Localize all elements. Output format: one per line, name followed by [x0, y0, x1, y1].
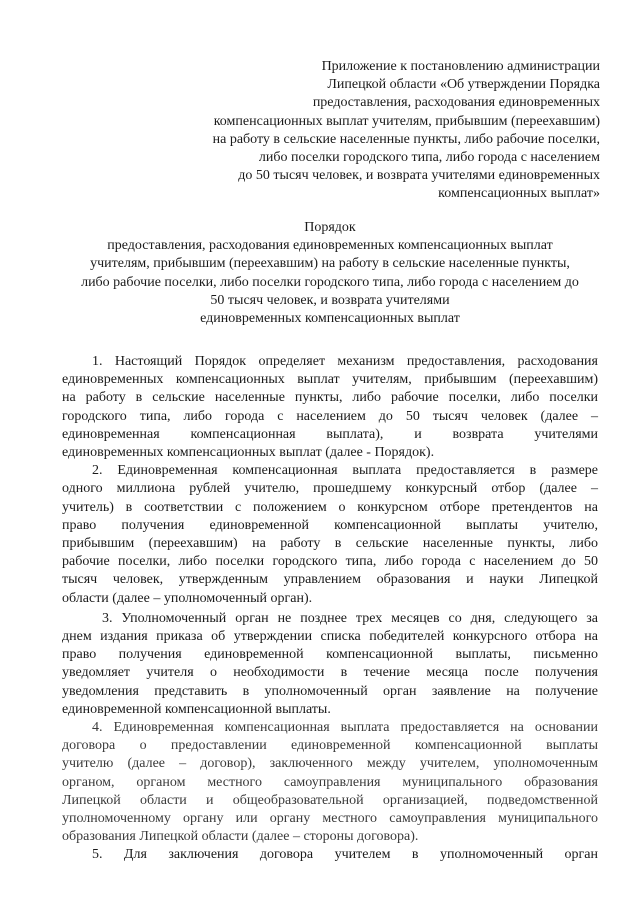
appendix-line: компенсационных выплат» — [438, 186, 600, 202]
title-line: либо рабочие поселки, либо поселки городского типа, либо города с населением до — [81, 274, 579, 290]
appendix-line: предоставления, расходования единовременных — [312, 95, 600, 111]
paragraph-line: прибывшим (переехавшим) на работу в сельские населенные пункты, либо — [62, 536, 598, 552]
paragraph-1 — [62, 353, 598, 462]
paragraph-line: днем издания приказа об утверждении списка победителей конкурсного отбора на — [62, 629, 598, 645]
appendix-line: компенсационных выплат учителям, прибывшим (переехавшим) — [213, 113, 600, 129]
paragraph-line: учитель) в соответствии с положением о конкурсном отборе претендентов на — [62, 499, 598, 515]
title-line: предоставления, расходования единовременных компенсационных выплат — [107, 238, 553, 254]
title-line: единовременных компенсационных выплат — [200, 311, 460, 327]
paragraph-line: образования Липецкой области (далее – стороны договора). — [62, 829, 419, 845]
paragraph-line: Липецкой области и общеобразовательной организацией, подведомственной — [62, 792, 598, 808]
paragraph-line: 1. Настоящий Порядок определяет механизм предоставления, расходования — [92, 354, 598, 369]
paragraph-line: единовременной компенсационной выплаты. — [62, 701, 331, 717]
paragraph-line: единовременных компенсационных выплат (далее - Порядок). — [62, 445, 435, 461]
paragraph-line: право получения единовременной компенсационной выплаты учителю, — [62, 517, 598, 533]
paragraph-5 — [62, 846, 598, 864]
title-line: учителям, прибывшим (переехавшим) на работу в сельские населенные пункты, — [90, 256, 570, 272]
appendix-line: на работу в сельские населенные пункты, либо рабочие поселки, — [212, 131, 600, 147]
paragraph-3 — [62, 610, 598, 719]
appendix-line: Приложение к постановлению администрации — [321, 59, 600, 74]
paragraph-line: уведомляет учителя о необходимости в течение месяца после получения — [62, 665, 598, 681]
title-line: 50 тысяч человек, и возврата учителями — [210, 292, 450, 308]
paragraph-2 — [62, 462, 598, 608]
paragraph-line: единовременных компенсационных выплат учителям, прибывшим (переехавшим) — [62, 372, 598, 388]
paragraph-line: уведомления представить в уполномоченный орган заявление на получение — [62, 683, 598, 699]
paragraph-4 — [62, 719, 598, 846]
appendix-line: либо поселки городского типа, либо города с населением — [258, 150, 600, 166]
paragraph-line: одного миллиона рублей учителю, прошедшему конкурсный отбор (далее – — [62, 481, 598, 497]
paragraph-line: городского типа, либо города с населением до 50 тысяч человек (далее – — [62, 408, 598, 424]
paragraph-line: 4. Единовременная компенсационная выплата предоставляется на основании — [92, 720, 598, 736]
paragraph-line: на работу в сельские населенные пункты, либо рабочие поселки, либо поселки — [62, 390, 598, 406]
paragraph-line: рабочие поселки, либо поселки городского типа, либо города с населением до 50 — [62, 554, 598, 570]
paragraph-line: 2. Единовременная компенсационная выплата предоставляется в размере — [92, 463, 598, 479]
paragraph-line: 3. Уполномоченный орган не позднее трех месяцев со дня, следующего за — [102, 610, 598, 626]
paragraph-line: 5. Для заключения договора учителем в уполномоченный орган — [92, 847, 598, 863]
document-title — [50, 219, 610, 328]
document-body — [62, 353, 598, 865]
appendix-line: Липецкой области «Об утверждении Порядка — [327, 77, 600, 93]
paragraph-line: договора о предоставлении единовременной компенсационной выплаты — [62, 738, 598, 754]
appendix-header — [130, 58, 600, 204]
paragraph-line: тысяч человек, утвержденным управлением образования и науки Липецкой — [62, 572, 598, 588]
paragraph-line: единовременная компенсационная выплата), и возврата учителями — [62, 426, 598, 442]
paragraph-line: органом, органом местного самоуправления муниципального образования — [62, 774, 598, 790]
paragraph-line: области (далее – уполномоченный орган). — [62, 590, 313, 606]
title-heading: Порядок — [304, 220, 356, 235]
appendix-line: до 50 тысяч человек, и возврата учителями единовременных — [238, 168, 600, 184]
paragraph-line: учителю (далее – договор), заключенного между учителем, уполномоченным — [62, 756, 598, 772]
paragraph-line: право получения единовременной компенсационной выплаты, письменно — [62, 647, 598, 663]
paragraph-line: уполномоченному органу или органу местного самоуправления муниципального — [62, 811, 598, 827]
